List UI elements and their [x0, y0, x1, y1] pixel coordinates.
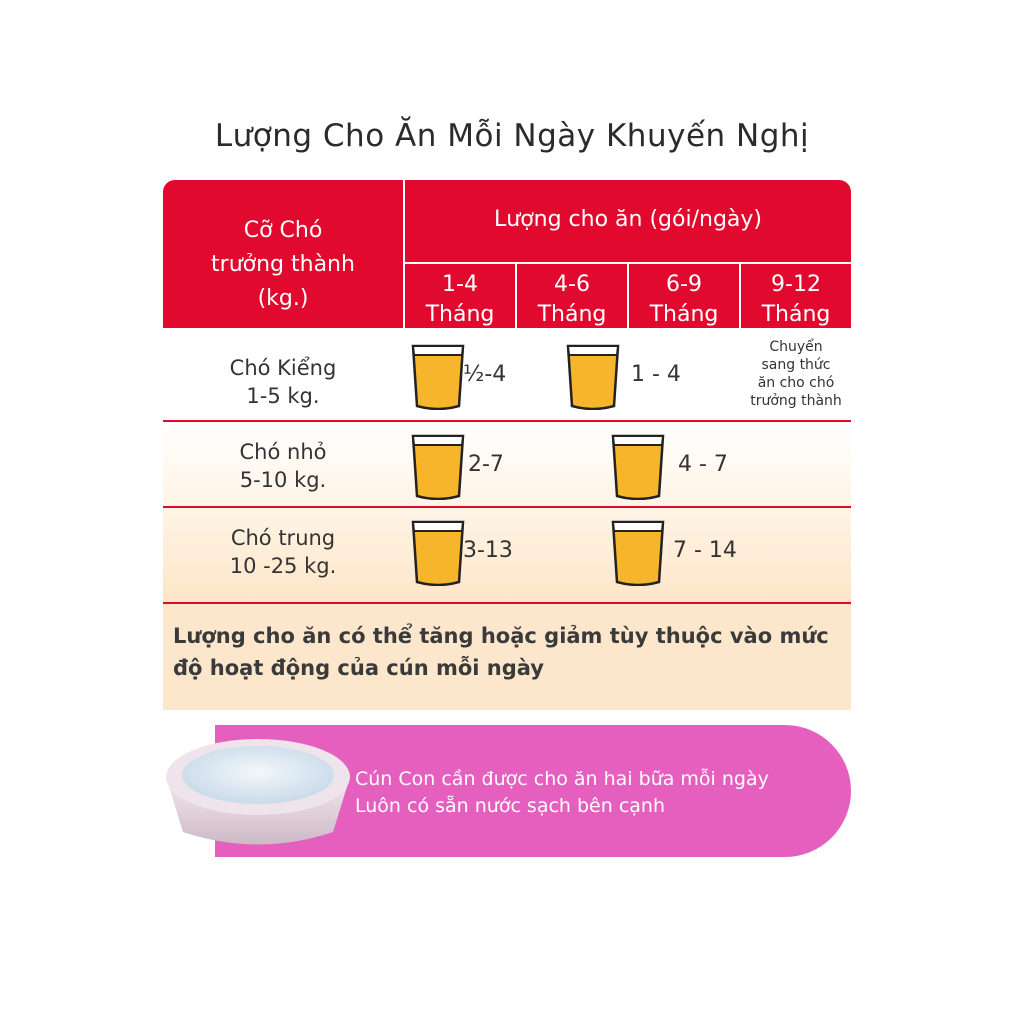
- size-header-line-1: Cỡ Chó: [243, 218, 323, 243]
- age-range: 6-9: [666, 272, 702, 297]
- amount-value: ½-4: [463, 362, 507, 387]
- dog-weight: 5-10 kg.: [239, 468, 327, 492]
- row-divider: [163, 602, 851, 604]
- page-title: Lượng Cho Ăn Mỗi Ngày Khuyến Nghị: [214, 118, 810, 154]
- water-bowl-icon: [158, 722, 358, 852]
- amount-value: 1 - 4: [631, 362, 681, 387]
- table-row: [163, 422, 851, 506]
- dog-size-name: Chó trung: [230, 526, 336, 550]
- age-range: 9-12: [771, 272, 821, 297]
- age-header-1: [405, 270, 515, 330]
- size-header-line-3: (kg.): [257, 286, 309, 311]
- age-unit: Tháng: [761, 302, 831, 327]
- feeding-note: [173, 620, 849, 684]
- transition-line: ăn cho chó: [757, 375, 835, 391]
- amount-value: 4 - 7: [678, 452, 728, 477]
- size-header-line-2: trưởng thành: [211, 252, 355, 277]
- age-unit: Tháng: [425, 302, 495, 327]
- age-range: 1-4: [442, 272, 478, 297]
- food-pouch-icon: [411, 432, 465, 500]
- transition-line: sang thức: [761, 357, 831, 373]
- dog-weight: 10 -25 kg.: [229, 554, 337, 578]
- dog-weight: 1-5 kg.: [246, 384, 320, 408]
- amount-header: Lượng cho ăn (gói/ngày): [494, 207, 762, 232]
- food-pouch-icon: [411, 518, 465, 586]
- age-range: 4-6: [554, 272, 590, 297]
- amount-value: 3-13: [463, 538, 513, 563]
- amount-value: 7 - 14: [673, 538, 737, 563]
- banner-line-1: Cún Con cần được cho ăn hai bữa mỗi ngày: [355, 768, 769, 790]
- dog-size-name: Chó Kiểng: [229, 356, 337, 380]
- banner-line-2: Luôn có sẵn nước sạch bên cạnh: [355, 795, 666, 817]
- table-row: [163, 508, 851, 602]
- amount-value: 2-7: [468, 452, 504, 477]
- row-label: [163, 524, 403, 580]
- food-pouch-icon: [611, 518, 665, 586]
- feeding-table: [163, 180, 851, 710]
- age-header-3: [629, 270, 739, 330]
- food-pouch-icon: [411, 342, 465, 410]
- size-column-header: [163, 214, 403, 316]
- dog-size-name: Chó nhỏ: [239, 440, 327, 464]
- food-pouch-icon: [611, 432, 665, 500]
- transition-note: [741, 338, 851, 410]
- note-line: Lượng cho ăn có thể tăng hoặc giảm tùy thuộc vào mức: [173, 624, 829, 648]
- age-unit: Tháng: [649, 302, 719, 327]
- age-unit: Tháng: [537, 302, 607, 327]
- note-line: độ hoạt động của cún mỗi ngày: [173, 656, 544, 680]
- age-header-2: [517, 270, 627, 330]
- row-label: [163, 438, 403, 494]
- transition-line: trưởng thành: [750, 393, 842, 409]
- table-header: [163, 180, 851, 328]
- divider: [627, 262, 629, 328]
- age-header-4: [741, 270, 851, 330]
- transition-line: Chuyển: [769, 339, 823, 355]
- food-pouch-icon: [566, 342, 620, 410]
- table-row: [163, 328, 851, 420]
- row-label: [163, 354, 403, 410]
